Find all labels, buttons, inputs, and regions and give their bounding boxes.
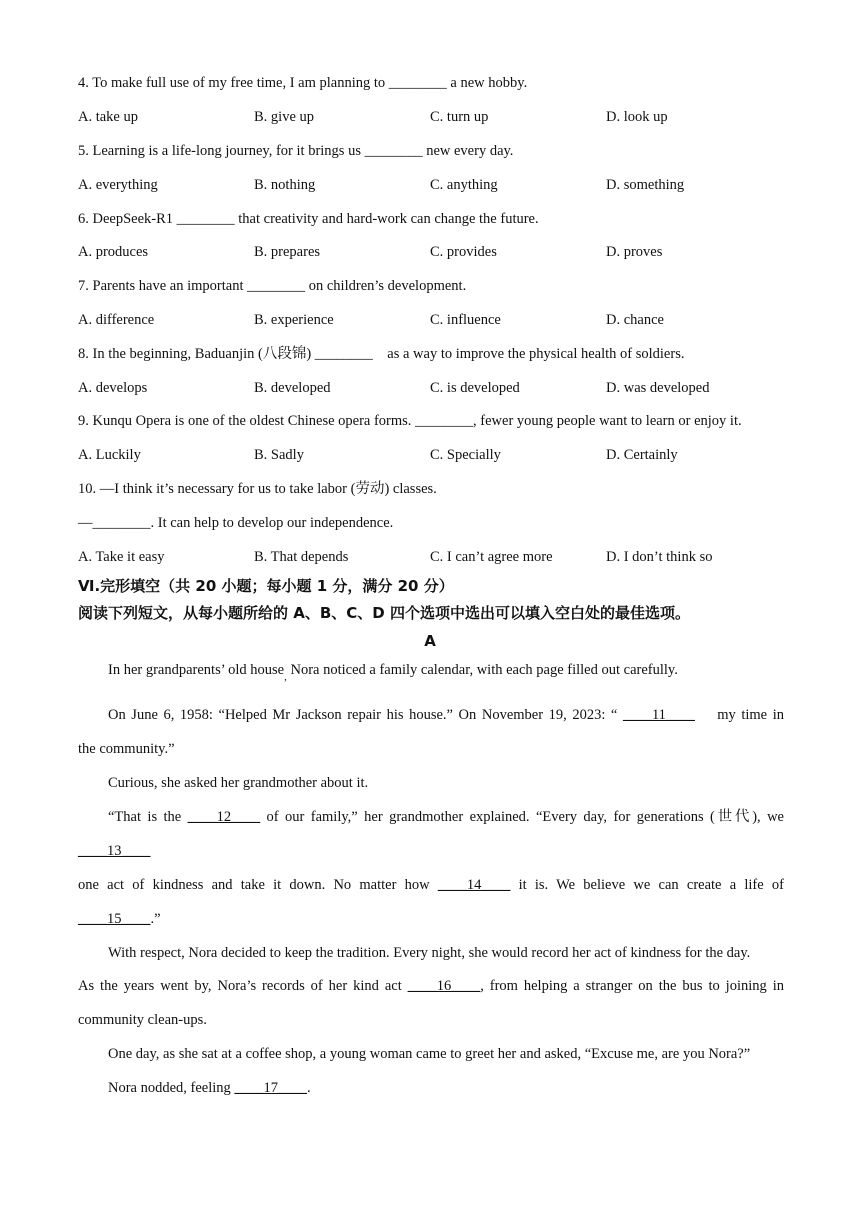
question-4-stem: 4. To make full use of my free time, I am planning to ________ a new hobby. [78,75,528,91]
question-4-option-b: B. give up [254,109,315,125]
question-4-option-a: A. take up [78,109,138,125]
section-instruction: 阅读下列短文，从每小题所给的 A、B、C、D 四个选项中选出可以填入空白处的最佳选项。 [78,604,690,622]
question-5-option-d: D. something [606,177,685,193]
question-9-option-c: C. Specially [430,447,501,463]
passage-paragraph-8: One day, as she sat at a coffee shop, a young woman came to greet her and asked, “Excuse me, are you Nora?” [108,1046,751,1062]
question-10-response: —________. It can help to develop our independence. [78,515,394,531]
passage-paragraph-7-cont: community clean-ups. [78,1012,207,1028]
blank-16: ____16____ [407,978,481,994]
blank-11: ____11____ [622,707,695,723]
question-10-option-b: B. That depends [254,549,349,565]
question-10-option-a: A. Take it easy [78,549,165,565]
question-5-option-c: C. anything [430,177,498,193]
question-6-option-c: C. provides [430,244,497,260]
question-6-option-a: A. produces [78,244,149,260]
question-7-option-d: D. chance [606,312,664,328]
passage-paragraph-5: one act of kindness and take it down. No matter how ____14____ it is. We believe we can create a life of [78,877,784,893]
question-8-stem: 8. In the beginning, Baduanjin (八段锦) ________ as a way to improve the physical health of soldiers. [78,346,685,362]
question-7-option-a: A. difference [78,312,155,328]
blank-15: ____15____ [78,911,151,927]
passage-paragraph-1: In her grandparents’ old house, Nora noticed a family calendar, with each page filled out carefully. [108,662,678,683]
question-5-option-a: A. everything [78,177,158,193]
passage-paragraph-5-cont: ____15____.” [78,911,161,927]
question-7-option-c: C. influence [430,312,501,328]
question-4-option-d: D. look up [606,109,668,125]
passage-paragraph-6: With respect, Nora decided to keep the tradition. Every night, she would record her act of kindness for the day. [108,945,751,961]
blank-17: ____17____ [234,1080,307,1096]
question-10-option-c: C. I can’t agree more [430,549,553,565]
question-6-option-d: D. proves [606,244,663,260]
question-9-option-d: D. Certainly [606,447,678,463]
question-8-option-c: C. is developed [430,380,520,396]
passage-paragraph-2-cont: the community.” [78,741,175,757]
section-heading: Ⅵ.完形填空（共 20 小题；每小题 1 分，满分 20 分） [78,577,454,595]
question-9-option-a: A. Luckily [78,447,141,463]
passage-paragraph-4-blank [78,842,151,860]
question-8-option-a: A. develops [78,380,148,396]
blank-12: ____12____ [187,809,261,825]
question-9-stem: 9. Kunqu Opera is one of the oldest Chinese opera forms. ________, fewer young people want to learn or enjoy it. [78,413,742,429]
passage-paragraph-3: Curious, she asked her grandmother about it. [108,775,369,791]
passage-paragraph-2: On June 6, 1958: “Helped Mr Jackson repair his house.” On November 19, 2023: “ ____11____ my time in [108,707,784,723]
passage-paragraph-4: “That is the ____12____ of our family,” her grandmother explained. “Every day, for generations (世代), we [108,809,784,825]
passage-label: A [424,632,436,650]
question-9-option-b: B. Sadly [254,447,304,463]
question-8-option-b: B. developed [254,380,331,396]
question-10-stem: 10. —I think it’s necessary for us to take labor (劳动) classes. [78,481,437,497]
blank-14: ____14____ [437,877,511,893]
question-8-option-d: D. was developed [606,380,710,396]
question-7-stem: 7. Parents have an important ________ on children’s development. [78,278,467,294]
question-5-option-b: B. nothing [254,177,316,193]
question-10-option-d: D. I don’t think so [606,549,713,565]
question-5-stem: 5. Learning is a life-long journey, for it brings us ________ new every day. [78,143,514,159]
blank-13: ____13____ [78,843,151,859]
question-6-option-b: B. prepares [254,244,321,260]
question-6-stem: 6. DeepSeek-R1 ________ that creativity and hard-work can change the future. [78,211,539,227]
passage-paragraph-7: As the years went by, Nora’s records of her kind act ____16____, from helping a stranger on the bus to joining in [78,978,784,994]
question-7-option-b: B. experience [254,312,334,328]
passage-paragraph-9: Nora nodded, feeling ____17____. [108,1080,311,1096]
question-4-option-c: C. turn up [430,109,489,125]
